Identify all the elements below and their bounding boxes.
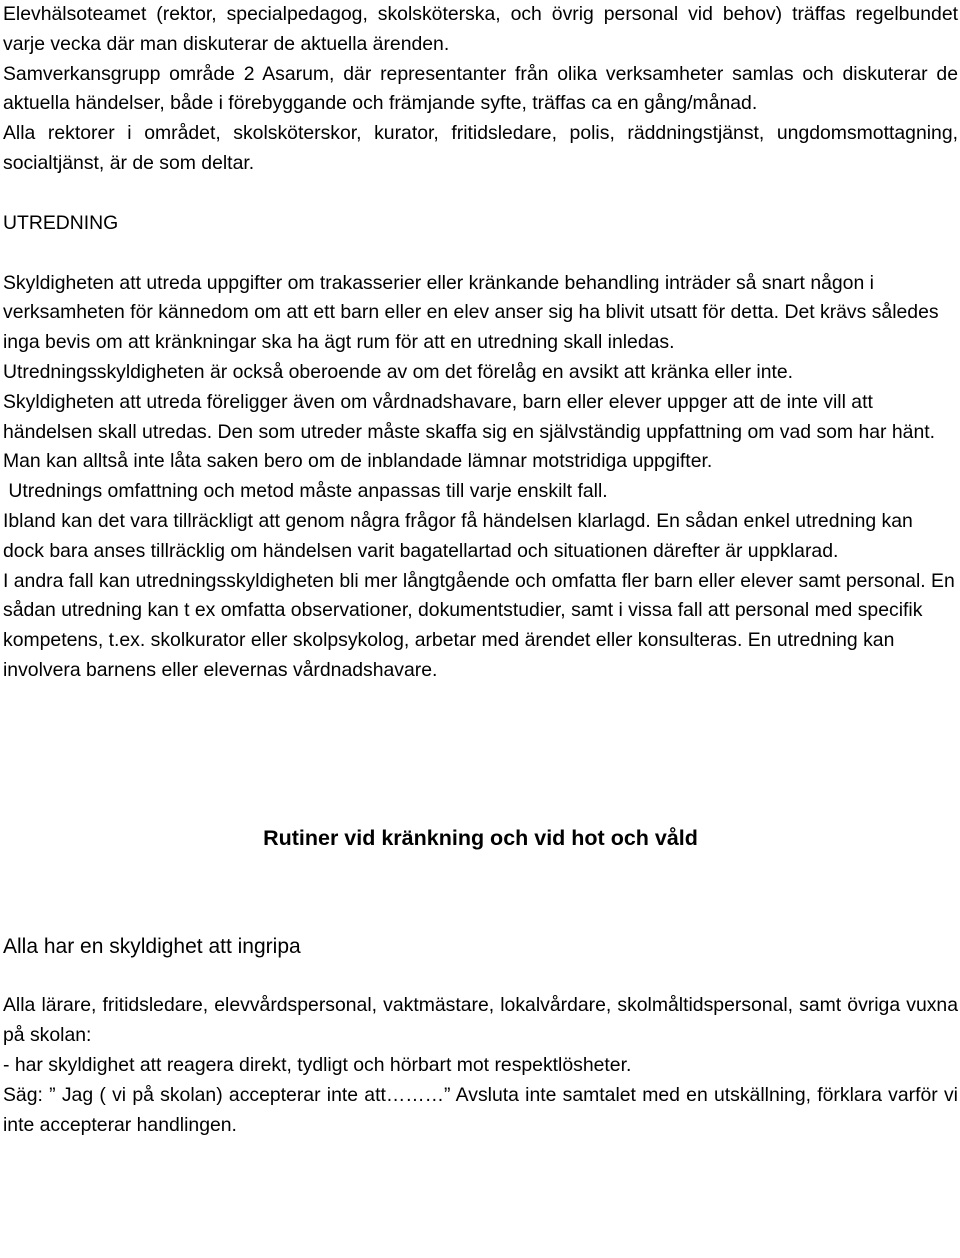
spacer: [3, 686, 958, 824]
paragraph-utredning-4: Utrednings omfattning och metod måste anpassas till varje enskilt fall.: [3, 480, 608, 503]
sentence: Det krävs således inga bevis om att kränkningar ska ha ägt rum för att en utredning skall inledas.: [3, 301, 939, 354]
paragraph-alla-vuxna: Alla lärare, fritidsledare, elevvårdspersonal, vaktmästare, lokalvårdare, skolmåltidspersonal, samt övriga vuxna på skolan:: [3, 994, 958, 1047]
sentence: I andra fall kan utredningsskyldigheten bli mer långtgående och omfatta fler barn eller elever samt personal.: [3, 569, 926, 592]
sentence: En sådan utredning kan t ex omfatta observationer, dokumentstudier, samt i vissa fall att personal med specifik kompetens, t.ex. skolkurator eller skolpsykolog, arbetar med ärendet eller konsulteras.: [3, 569, 955, 652]
sentence: Ibland kan det vara tillräckligt att genom några frågor få händelsen klarlagd.: [3, 509, 651, 532]
sentence: Skyldigheten att utreda uppgifter om trakasserier eller kränkande behandling inträder så snart någon i verksamheten för kännedom om att ett barn eller en elev anser sig ha blivit utsatt för detta.: [3, 271, 874, 324]
spacer: [3, 961, 958, 991]
paragraph-elevhalsoteamet: Elevhälsoteamet (rektor, specialpedagog, skolsköterska, och övrig personal vid behov) träffas regelbundet varje vecka där man diskuterar de aktuella ärenden.: [3, 3, 958, 55]
sentence: Skyldigheten att utreda föreligger även om vårdnadshavare, barn eller elever uppger att de inte vill att händelsen skall utredas.: [3, 390, 873, 443]
document-body: [3, 0, 958, 1140]
spacer: [3, 239, 958, 269]
subheading-skyldighet: Alla har en skyldighet att ingripa: [3, 934, 301, 958]
paragraph-sag: Säg: ” Jag ( vi på skolan) accepterar inte att………” Avsluta inte samtalet med en utskällning, förklara varför vi inte accepterar handlingen.: [3, 1083, 958, 1136]
paragraph-utredning-3: [3, 388, 958, 477]
paragraph-skyldighet-reagera: - har skyldighet att reagera direkt, tydligt och hörbart mot respektlösheter.: [3, 1053, 632, 1076]
spacer: [3, 179, 958, 209]
paragraph-samverkansgrupp: Samverkansgrupp område 2 Asarum, där representanter från olika verksamheter samlas och diskuterar de aktuella händelser, både i förebyggande och främjande syfte, träffas ca en gång/månad.: [3, 62, 958, 115]
sentence: En sådan enkel utredning kan dock bara anses tillräcklig om händelsen varit bagatellartad och situationen därefter är uppklarad.: [3, 509, 913, 562]
section-title-utredning: UTREDNING: [3, 211, 119, 234]
sentence: Den som utreder måste skaffa sig en självständig uppfattning om vad som har hänt.: [217, 420, 935, 443]
sentence: Man kan alltså inte låta saken bero om de inblandade lämnar motstridiga uppgifter.: [3, 450, 713, 473]
paragraph-utredning-6: [3, 567, 958, 686]
routines-heading: Rutiner vid kränkning och vid hot och våld: [263, 825, 698, 850]
spacer: [3, 854, 958, 932]
paragraph-utredning-2: Utredningsskyldigheten är också oberoende av om det förelåg en avsikt att kränka eller inte.: [3, 360, 794, 383]
paragraph-deltagare: Alla rektorer i området, skolsköterskor, kurator, fritidsledare, polis, räddningstjänst, ungdomsmottagning, socialtjänst, är de som deltar.: [3, 122, 958, 174]
paragraph-utredning-1: [3, 269, 958, 358]
sentence: En utredning kan involvera barnens eller elevernas vårdnadshavare.: [3, 629, 895, 681]
paragraph-utredning-5: [3, 507, 958, 567]
